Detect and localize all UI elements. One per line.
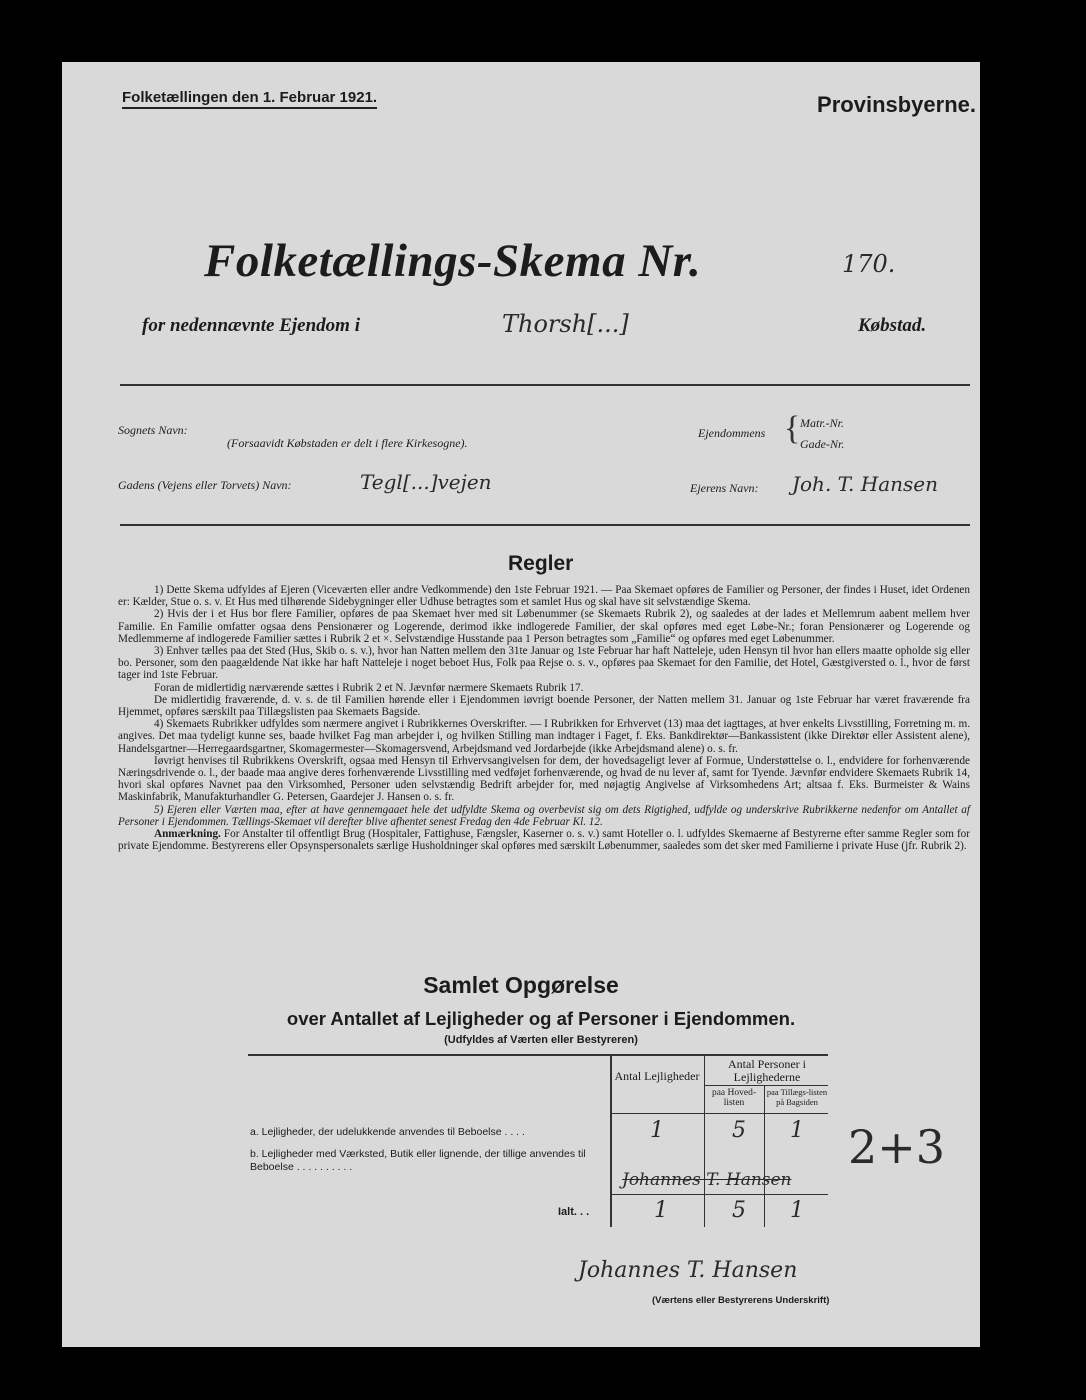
ejer-label: Ejerens Navn: [690,481,759,495]
gade-nr-label: Gade-Nr. [800,437,845,451]
rule-3b: Foran de midlertidig nærværende sættes i Rubrik 2 et N. Jævnfør nærmere Skemaets Rubrik 17. [154,681,584,694]
rule-1: 1) Dette Skema udfyldes af Ejeren (Viceværten eller andre Vedkommende) den 1ste Februar 1921. — Paa Skemaet opføres de Familier og Personer, der findes i Huset, idet Ordenen er: Kælder, Stue o. s. v. Et Hus med tilhørende Sidebygninger eller Udhuse betragtes som et samlet Hus og skal have sit selvstændige Skema. [118,584,970,609]
total-rule [610,1194,828,1195]
col-line-3 [764,1085,765,1227]
form-subtitle-left: for nedennævnte Ejendom i [142,315,360,336]
ejer-value: Joh. T. Hansen [792,472,938,496]
signature: Johannes T. Hansen [578,1258,798,1283]
row-b-label: b. Lejligheder med Værksted, Butik eller lignende, der tillige anvendes til Beboelse . . . . . . . . . . [250,1148,586,1173]
summary-top-rule [248,1054,828,1056]
rule-4: 4) Skemaets Rubrikker udfyldes som nærmere angivet i Rubrikkernes Overskrifter. — I Rubrikken for Erhvervet (13) maa det iagttages, at hver enkelts Livsstilling, Forretning m. m. angives. Det maa tydeligt kunne ses, baade hvilket Fag man arbejder i, og hvilken Stilling man indtager i Faget, f. Eks. Bankdirektør—Bankassistent (ikke Direktør eller Assistent alene), Handelsgartner—Herregaardsgartner, Skomagermester—Skomagersvend, Arbejdsmand ved Jordarbejde (ikke Arbejdsmand alene) o. s. fr. [118,718,970,755]
subheader-rule [704,1085,828,1086]
col-header-lejl: Antal Lejligheder [614,1069,700,1083]
rule-2: 2) Hvis der i et Hus bor flere Familier, opføres de paa Skemaet hver med sit Løbenummer (se Skemaets Rubrik 2), og saaledes at der lades et Mellemrum aabent mellem hver Familie. En Familie omfatter ogsaa dens Pensionærer og Logerende, derimod ikke indlogerede Familier, der skal opføres med eget Løbe-Nr.; foran Pensionærer og Logerende og Medlemmerne af indlogerede Familier sættes i Rubrik 2 et ×. Selvstændige Husstande paa 1 Person betragtes som „Familie“ og opføres med eget Løbenummer. [118,608,970,645]
summary-note: (Udfyldes af Værten eller Bestyreren) [444,1034,638,1046]
row-a-tillaeg: 1 [790,1118,804,1143]
gade-value: Tegl[...]vejen [360,470,492,494]
margin-note: 2+3 [848,1120,946,1174]
header-bottom-rule [610,1113,828,1114]
rules-text [118,584,970,852]
signature-caption: (Værtens eller Bestyrerens Underskrift) [652,1295,830,1306]
divider-fields [120,524,970,526]
gade-label: Gadens (Vejens eller Torvets) Navn: [118,478,292,492]
sogn-label: Sognets Navn: [118,423,188,437]
region-label: Provinsbyerne. [817,92,976,117]
row-a-lejl: 1 [650,1118,664,1143]
divider-top [120,384,970,386]
form-title: Folketællings-Skema Nr. [204,235,702,287]
summary-subtitle: over Antallet af Lejligheder og af Personer i Ejendommen. [286,1008,796,1029]
row-a-label: a. Lejligheder, der udelukkende anvendes til Beboelse . . . . [250,1126,525,1138]
form-subtitle-right: Købstad. [858,315,927,336]
rule-3c: De midlertidig fraværende, d. v. s. de til Familien hørende eller i Ejendommen iøvrigt boende Personer, der Natten mellem 31. Januar og 1ste Februar har været fraværende fra Hjemmet, opføres særskilt paa Tillægslisten paa Skemaets Bagside. [118,693,970,719]
sogn-note: (Forsaavidt Købstaden er delt i flere Kirkesogne). [227,436,468,450]
ejendom-label: Ejendommens [698,426,766,440]
census-form-page [62,62,980,1347]
total-lejl: 1 [654,1198,668,1223]
col-line-1 [610,1055,612,1227]
row-b-struck-text: Johannes T. Hansen [622,1170,792,1190]
total-label: Ialt. . . [558,1206,590,1218]
total-tillaeg: 1 [790,1198,804,1223]
rule-5: 5) Ejeren eller Værten maa, efter at have gennemgaaet hele det udfyldte Skema og overbevist sig om dets Rigtighed, udfylde og underskrive Rubrikkerne nedenfor om Antallet af Personer i Ejendommen. Tællings-Skemaet vil derefter blive afhentet senest Fredag den 4de Februar Kl. 12. [118,803,970,828]
summary-title: Samlet Opgørelse [423,972,619,998]
rules-heading: Regler [508,552,574,575]
col-line-2 [704,1055,705,1227]
col-header-tillaeg: paa Tillægs-listen på Bagsiden [766,1087,828,1107]
total-hoved: 5 [732,1198,746,1223]
row-a-hoved: 5 [732,1118,746,1143]
col-header-hoved: paa Hoved-listen [711,1088,757,1108]
note-text: For Anstalter til offentligt Brug (Hospitaler, Fattighuse, Fængsler, Kaserner o. s. v.) samt Hoteller o. l. udfyldes Skemaerne af Bestyrerne efter samme Regler som for private Ejendomme. Bestyrerens eller Opsynspersonalets særlige Husholdninger skal opføres med særskilt Løbenummer, saaledes som det sker med Familierne i private Huse (jfr. Rubrik 2). [118,828,970,853]
note-label: Anmærkning. [154,828,221,841]
census-title: Folketællingen den 1. Februar 1921. [122,89,377,109]
town-name: Thorsh[...] [502,310,629,338]
col-header-persons: Antal Personer i Lejlighederne [728,1057,806,1084]
form-number: 170. [842,250,896,278]
matr-label: Matr.-Nr. [800,416,845,430]
rule-3: 3) Enhver tælles paa det Sted (Hus, Skib o. s. v.), hvor han Natten mellem den 31te Januar og 1ste Februar har haft Natteleje, uden Hensyn til hvor han ellers maatte opholde sig eller bo. Personer, som den paagældende Nat ikke har haft Natteleje i noget beboet Hus, Folk paa Rejse o. s. v., opføres paa Skemaet for den Familie, det Hotel, Gæstgiversted o. l., hvor de først tager ind 1ste Februar. [118,645,970,682]
rule-4b: Iøvrigt henvises til Rubrikkens Overskrift, ogsaa med Hensyn til Erhvervsangivelsen for dem, der hovedsageligt lever af Formue, Understøttelse o. l., endvidere for forhenværende Næringsdrivende o. l., der baade maa angive deres forhenværende Livsstilling med vedføjet forhenværende, og hvad de nu lever af, samt for Tyende. Jævnfør endvidere Skemaets Rubrik 14, hvori skal opføres Navnet paa den Virksomhed, Personer uden selvstændig Bedrift arbejder for, med nøjagtig Angivelse af Virksomhedens Art; altsaa f. Eks. Burmeister & Wains Maskinfabrik, Manufakturhandler G. Petersen, Gaardejer J. Hansen o. s. fr. [118,754,970,804]
brace: { [784,410,801,447]
rule-note [118,828,970,852]
